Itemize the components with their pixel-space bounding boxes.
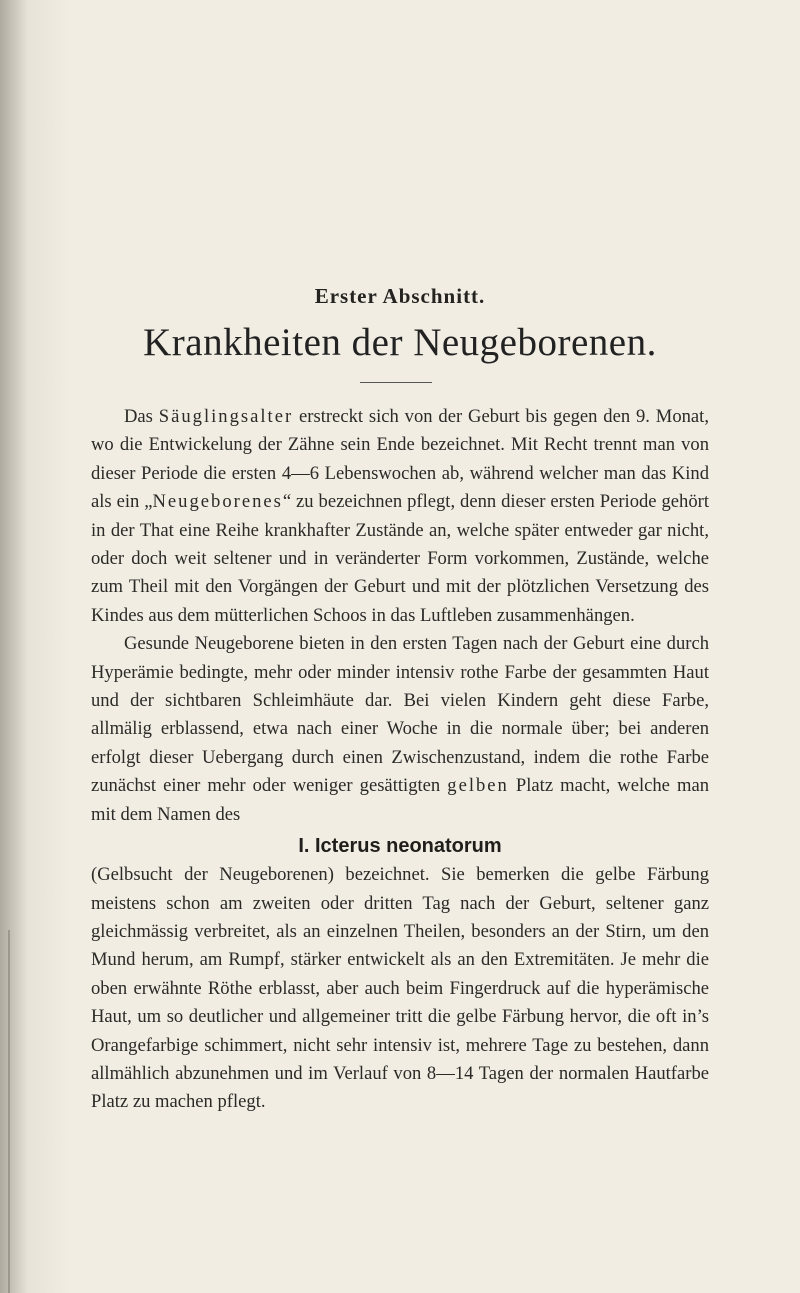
p1-text-e: “ zu bezeichnen pflegt, denn dieser ersten Periode gehört in der That eine Reihe krankhafter Zustände an, welche später entweder gar nicht, oder doch weit seltener und in veränderter Form vorkommen, Zustände, welche zum Theil mit den Vorgängen der Geburt und mit der plötzlichen Versetzung des Kindes aus dem mütterlichen Schoos in das Luftleben zusammenhängen. — [91, 491, 709, 626]
title-divider — [360, 382, 432, 383]
page-edge-line — [8, 930, 10, 1293]
section-heading: I. Icterus neonatorum — [298, 835, 502, 858]
chapter-label: Erster Abschnitt. — [314, 284, 486, 308]
body-text — [91, 403, 709, 1117]
binding-shadow — [0, 0, 70, 1293]
p1-text-c: erstreckt sich von der Geburt bis gegen den 9. Monat, wo die Entwickelung der Zähne sein Ende bezeichnet. Mit Recht trennt man von dieser Periode die ersten 4—6 Lebenswochen ab, während welcher man das Kind als ein „ — [91, 406, 709, 513]
paragraph-3: (Gelbsucht der Neugeborenen) bezeichnet. Sie bemerken die gelbe Färbung meistens schon am zweiten oder dritten Tag nach der Geburt, seltener ganz gleichmässig verbreitet, als an einzelnen Theilen, besonders an der Stirn, um den Mund herum, am Rumpf, stärker entwickelt als an den Extremitäten. Je mehr die oben erwähnte Röthe erblasst, aber auch beim Fingerdruck auf die hyperämische Haut, um so deutlicher und allgemeiner tritt die gelbe Färbung hervor, die oft in’s Orangefarbige schimmert, nicht sehr intensiv ist, mehrere Tage zu bestehen, dann allmählich abzunehmen und im Verlauf von 8—14 Tagen der normalen Hautfarbe Platz zu machen pflegt. — [91, 864, 709, 1113]
paragraph-2 — [91, 630, 709, 829]
p1-emphasis-neugeborenes: Neugeborenes — [152, 491, 283, 513]
p2-text-c: Platz macht, welche man mit dem Namen des — [91, 775, 709, 825]
paragraph-1 — [91, 403, 709, 630]
page-title: Krankheiten der Neugeborenen. — [143, 321, 657, 364]
p2-text-a: Gesunde Neugeborene bieten in den ersten Tagen nach der Geburt eine durch Hyperämie bedingte, mehr oder minder intensiv rothe Farbe der gesammten Haut und der sichtbaren Schleimhäute dar. Bei vielen Kindern geht diese Farbe, allmälig erblassend, etwa nach einer Woche in die normale über; bei anderen erfolgt dieser Uebergang durch einen Zwischenzustand, indem die rothe Farbe zunächst einer mehr oder weniger gesättigten — [91, 633, 709, 797]
p1-emphasis-saeuglingsalter: Säuglingsalter — [158, 406, 294, 427]
p2-emphasis-gelben: gelben — [447, 775, 509, 797]
p1-text-a: Das — [124, 406, 159, 427]
